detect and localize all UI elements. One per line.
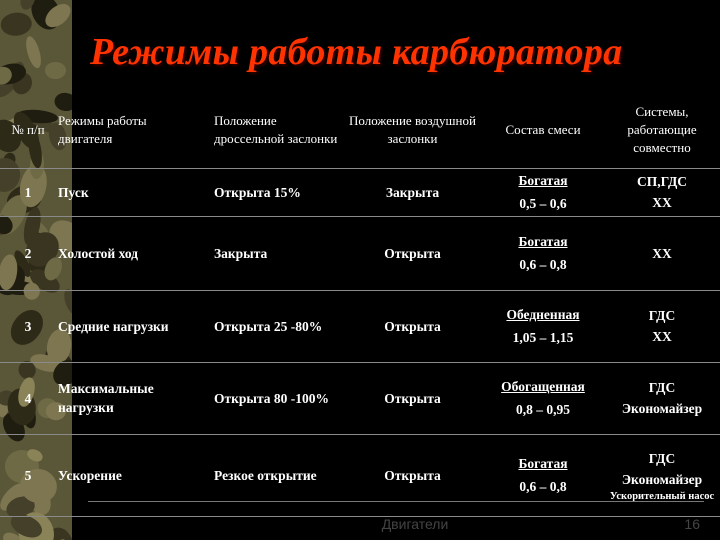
mode-cell: Холостой ход bbox=[56, 216, 204, 290]
header-throttle: Положение дроссельной заслонки bbox=[204, 92, 343, 168]
mixture-value: 0,8 – 0,95 bbox=[516, 402, 570, 417]
system-name: ХХ bbox=[652, 195, 672, 210]
systems-cell bbox=[604, 216, 720, 290]
system-note: Ускорительный насос bbox=[609, 491, 715, 502]
throttle-cell: Закрыта bbox=[204, 216, 343, 290]
footer-divider bbox=[88, 501, 704, 502]
mode-cell: Средние нагрузки bbox=[56, 290, 204, 362]
mixture-cell bbox=[482, 216, 604, 290]
mixture-value: 1,05 – 1,15 bbox=[512, 330, 574, 345]
table-row bbox=[0, 290, 720, 362]
throttle-cell: Резкое открытие bbox=[204, 434, 343, 516]
row-num-cell: 1 bbox=[0, 168, 56, 216]
throttle-cell: Открыта 80 -100% bbox=[204, 362, 343, 434]
throttle-cell: Открыта 25 -80% bbox=[204, 290, 343, 362]
table-row bbox=[0, 362, 720, 434]
mode-cell: Максимальные нагрузки bbox=[56, 362, 204, 434]
systems-cell bbox=[604, 168, 720, 216]
choke-cell: Открыта bbox=[343, 290, 482, 362]
choke-cell: Открыта bbox=[343, 362, 482, 434]
header-mixture: Состав смеси bbox=[482, 92, 604, 168]
slide-title: Режимы работы карбюратора bbox=[90, 31, 623, 73]
carburetor-modes-table bbox=[0, 92, 720, 517]
mode-cell: Ускорение bbox=[56, 434, 204, 516]
mixture-name: Обогащенная bbox=[501, 379, 585, 394]
systems-cell bbox=[604, 362, 720, 434]
mixture-name: Богатая bbox=[518, 456, 568, 471]
mixture-cell bbox=[482, 168, 604, 216]
choke-cell: Открыта bbox=[343, 434, 482, 516]
mixture-value: 0,6 – 0,8 bbox=[519, 257, 567, 272]
throttle-cell: Открыта 15% bbox=[204, 168, 343, 216]
mixture-cell bbox=[482, 434, 604, 516]
row-num-cell: 5 bbox=[0, 434, 56, 516]
header-systems: Системы, работающие совместно bbox=[604, 92, 720, 168]
header-choke: Положение воздушной заслонки bbox=[343, 92, 482, 168]
mixture-cell bbox=[482, 362, 604, 434]
mixture-name: Обедненная bbox=[506, 307, 580, 322]
system-name: СП,ГДС bbox=[636, 174, 688, 189]
mixture-value: 0,6 – 0,8 bbox=[519, 479, 567, 494]
system-name: Экономайзер bbox=[621, 401, 703, 416]
system-name: ГДС bbox=[648, 308, 676, 323]
row-num-cell: 3 bbox=[0, 290, 56, 362]
system-name: Экономайзер bbox=[621, 472, 703, 487]
row-num-cell: 2 bbox=[0, 216, 56, 290]
table-row bbox=[0, 434, 720, 516]
choke-cell: Закрыта bbox=[343, 168, 482, 216]
mixture-value: 0,5 – 0,6 bbox=[519, 196, 567, 211]
choke-cell: Открыта bbox=[343, 216, 482, 290]
systems-cell bbox=[604, 434, 720, 516]
system-name: ГДС bbox=[648, 451, 676, 466]
mixture-name: Богатая bbox=[518, 173, 568, 188]
footer-text: Двигатели bbox=[381, 516, 449, 532]
row-num-cell: 4 bbox=[0, 362, 56, 434]
table-row bbox=[0, 168, 720, 216]
header-mode: Режимы работы двигателя bbox=[56, 92, 204, 168]
systems-cell bbox=[604, 290, 720, 362]
page-number: 16 bbox=[684, 516, 700, 532]
system-name: ГДС bbox=[648, 380, 676, 395]
table-row bbox=[0, 216, 720, 290]
table-header-row bbox=[0, 92, 720, 168]
mixture-cell bbox=[482, 290, 604, 362]
mixture-name: Богатая bbox=[518, 234, 568, 249]
header-num: № п/п bbox=[0, 92, 56, 168]
system-name: ХХ bbox=[652, 245, 672, 261]
mode-cell: Пуск bbox=[56, 168, 204, 216]
system-name: ХХ bbox=[652, 329, 672, 344]
